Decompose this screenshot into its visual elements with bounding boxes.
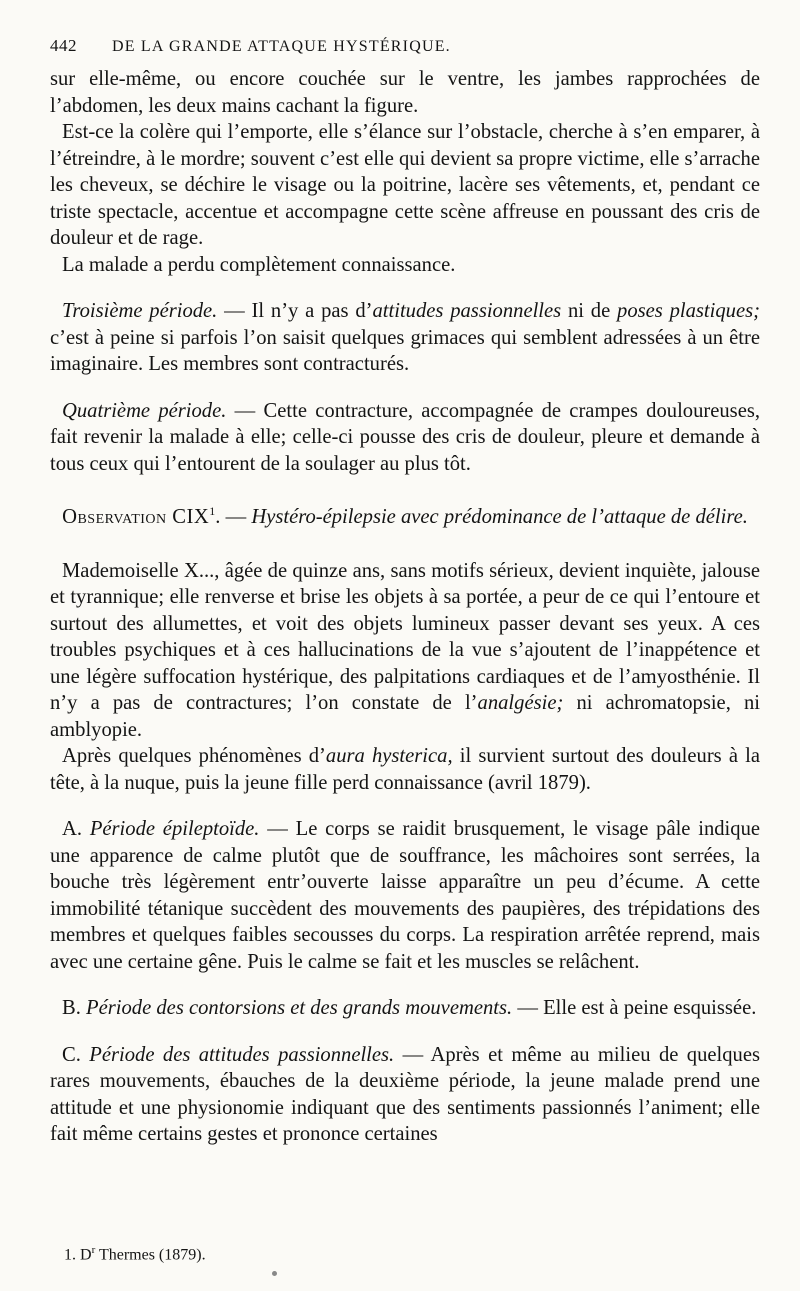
- paragraph: La malade a perdu complètement connaissance.: [62, 253, 456, 276]
- paragraph-periode-c: C. Période des attitudes passionnelles. — Après et même au milieu de quelques rares mouvements, ébauches de la deuxième période, la jeune malade prend une attitude et une physionomie indiquant que des sentiments passionnés l’animent; elle fait même certains gestes et prononce certaines: [50, 1043, 760, 1145]
- body-text: [50, 66, 760, 1148]
- italic-term: poses plastiques;: [617, 300, 760, 322]
- italic-term: aura hysterica,: [325, 745, 453, 767]
- paragraph-periode-b: B. Période des contorsions et des grands mouvements. — Elle est à peine esquissée.: [62, 997, 757, 1019]
- running-head: [50, 36, 760, 66]
- footnote: 1. $D^r$ Thermes (1879).: [64, 1244, 206, 1264]
- observation-title: Hystéro-épilepsie avec prédominance de l’attaque de délire.: [251, 506, 748, 528]
- period-label: Quatrième période.: [62, 399, 227, 422]
- paragraph-quatrieme-periode: Quatrième période. — Cette contracture, accompagnée de crampes douloureuses, fait revenir la malade à elle; celle-ci pousse des cris de douleur, pleure et demande à tous ceux qui l’entourent de la soulager au plus tôt.: [50, 399, 760, 475]
- period-label: Période épileptoïde.: [89, 818, 260, 840]
- running-title: DE LA GRANDE ATTAQUE HYSTÉRIQUE.: [112, 38, 451, 55]
- paragraph: sur elle-même, ou encore couchée sur le ventre, les jambes rapprochées de l’abdomen, les deux mains cachant la figure.: [50, 68, 760, 117]
- period-label: Période des contorsions et des grands mouvements.: [86, 997, 513, 1019]
- italic-term: attitudes passionnelles: [372, 300, 562, 322]
- paragraph-troisieme-periode: Troisième période. — Il n’y a pas d’attitudes passionnelles ni de poses plastiques; c’est à peine si parfois l’on saisit quelques grimaces qui semblent adressées à un être imaginaire. Les membres sont contracturés.: [50, 300, 760, 375]
- paragraph: Mademoiselle X..., âgée de quinze ans, sans motifs sérieux, devient inquiète, jalouse et tyrannique; elle renverse et brise les objets à sa portée, a peur de ce qui l’entoure et surtout des allumettes, et voit des objets lumineux passer devant ses yeux. A ces troubles psychiques et à ces hallucinations de la vue s’ajoutent de l’inappétence et une légère suffocation hystérique, des palpitations cardiaques et de l’amyosthénie. Il n’y a pas de contractures; l’on constate de l’analgésie; ni achromatopsie, ni amblyopie.: [50, 559, 760, 741]
- observation-label: Observation CIX: [62, 506, 210, 528]
- paragraph: Après quelques phénomènes d’aura hysterica, il survient surtout des douleurs à la tête, à la nuque, puis la jeune fille perd connaissance (avril 1879).: [50, 745, 760, 794]
- page-number: 442: [50, 36, 77, 55]
- paragraph: Est-ce la colère qui l’emporte, elle s’élance sur l’obstacle, cherche à s’en emparer, à l’étreindre, à le mordre; souvent c’est elle qui devient sa propre victime, elle s’arrache les cheveux, se déchire le visage ou la poitrine, lacère ses vêtements, et, pendant ce triste spectacle, accentue et accompagne cette scène affreuse en poussant des cris de douleur et de rage.: [50, 121, 760, 249]
- paragraph-periode-a: A. Période épileptoïde. — Le corps se raidit brusquement, le visage pâle indique une apparence de calme plutôt que de souffrance, les mâchoires sont serrées, la bouche très légèrement entr’ouverte laisse apparaître un peu d’écume. A cette immobilité tétanique succèdent des mouvements des paupières, des trépidations des membres et quelques faibles secousses du corps. La respiration arrêtée reprend, mais avec une certaine gêne. Puis le calme se fait et les muscles se relâchent.: [50, 818, 761, 973]
- period-label: Période des attitudes passionnelles.: [89, 1043, 395, 1066]
- print-speck: [272, 1271, 277, 1276]
- period-label: Troisième période.: [62, 300, 218, 322]
- italic-term: analgésie;: [477, 692, 564, 714]
- observation-heading: Observation CIX$^1$. — Hystéro-épilepsie avec prédominance de l’attaque de délire.: [62, 504, 748, 528]
- footnote-ref: 1: [209, 504, 216, 519]
